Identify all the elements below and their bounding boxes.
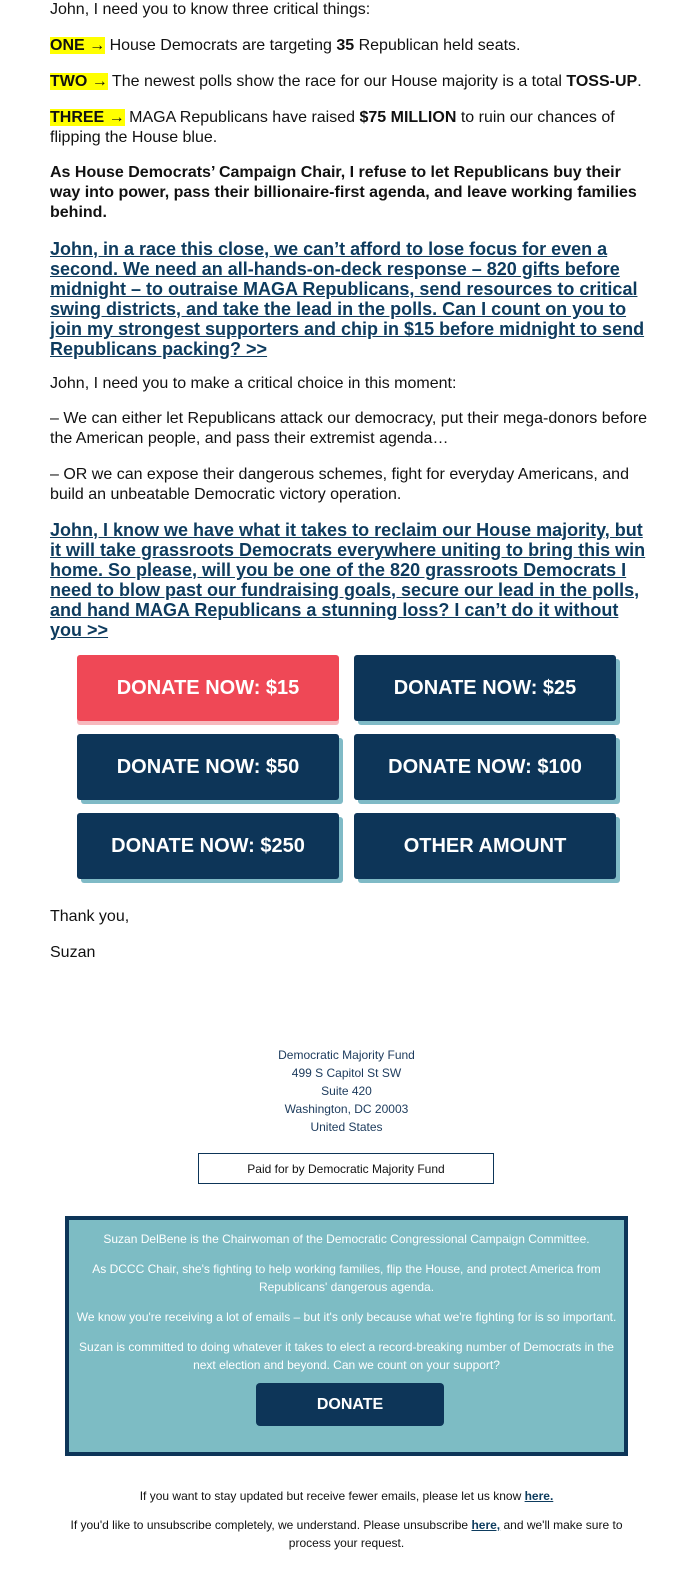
unsubscribe-line <box>0 1516 693 1552</box>
address-city: Washington, DC 20003 <box>284 1102 409 1116</box>
point-two-strong: TOSS-UP <box>566 73 638 90</box>
fewer-emails-line <box>0 1487 693 1505</box>
point-one-text: House Democrats are targeting <box>109 37 337 54</box>
signoff-name: Suzan <box>50 944 96 961</box>
choice-intro: John, I need you to make a critical choice in this moment: <box>50 375 457 392</box>
point-two <box>50 72 650 92</box>
chair-statement: As House Democrats’ Campaign Chair, I refuse to let Republicans buy their way into power, pass their billionaire-first agenda, and leave working families behind. <box>50 164 637 221</box>
signoff-thanks: Thank you, <box>50 908 130 925</box>
point-three <box>50 108 650 148</box>
donate-15-button[interactable]: DONATE NOW: $15 <box>77 655 339 721</box>
about-p2: As DCCC Chair, she's fighting to help working families, flip the House, and protect America from Republicans' dangerous agenda. <box>92 1262 601 1294</box>
donate-250-button[interactable]: DONATE NOW: $250 <box>77 813 339 879</box>
address-org: Democratic Majority Fund <box>278 1048 415 1062</box>
point-three-strong: $75 MILLION <box>359 109 457 126</box>
unsubscribe-link[interactable]: here, <box>471 1518 501 1532</box>
donate-25-button[interactable]: DONATE NOW: $25 <box>354 655 616 721</box>
donate-link-one[interactable]: John, in a race this close, we can’t afford to lose focus for even a second. We need an all-hands-on-deck response – 820 gifts before midnight – to outraise MAGA Republicans, send resources to critical swing districts, and take the lead in the polls. Can I count on you to join my strongest supporters and chip in $15 before midnight to send Republicans packing? >> <box>50 239 645 359</box>
point-three-post: to ruin our chances of flipping the House blue. <box>50 109 615 146</box>
choice-b: – OR we can expose their dangerous schemes, fight for everyday Americans, and build an unbeatable Democratic victory operation. <box>50 466 629 503</box>
about-chair-box <box>65 1216 628 1456</box>
donate-button[interactable]: DONATE <box>256 1383 444 1426</box>
point-one-post: Republican held seats. <box>354 37 521 54</box>
paid-for-disclaimer: Paid for by Democratic Majority Fund <box>198 1153 494 1184</box>
about-p3: We know you're receiving a lot of emails – but it's only because what we're fighting for is so important. <box>76 1310 617 1324</box>
point-two-post: . <box>637 73 642 90</box>
unsubscribe-text: If you'd like to unsubscribe completely, we understand. Please unsubscribe <box>70 1518 472 1532</box>
point-two-label: TWO → <box>50 73 108 90</box>
address-suite: Suite 420 <box>321 1084 372 1098</box>
about-p1: Suzan DelBene is the Chairwoman of the Democratic Congressional Campaign Committee. <box>103 1232 590 1246</box>
point-one-label: ONE → <box>50 37 106 54</box>
point-three-text: MAGA Republicans have raised <box>129 109 360 126</box>
about-p4: Suzan is committed to doing whatever it takes to elect a record-breaking number of Democrats in the next election and beyond. Can we count on your support? <box>79 1340 614 1372</box>
intro-text: John, I need you to know three critical things: <box>50 1 371 18</box>
unsubscribe-text-post: and we'll make sure to process your request. <box>288 1518 623 1550</box>
address-street: 499 S Capitol St SW <box>291 1066 402 1080</box>
address-country: United States <box>310 1120 383 1134</box>
point-one-strong: 35 <box>336 37 355 54</box>
donate-link-two[interactable]: John, I know we have what it takes to reclaim our House majority, but it will take grassroots Democrats everywhere uniting to bring this win home. So please, will you be one of the 820 grassroots Democrats I need to blow past our fundraising goals, secure our lead in the polls, and hand MAGA Republicans a stunning loss? I can’t do it without you >> <box>50 520 646 640</box>
point-one <box>50 36 650 56</box>
point-two-text: The newest polls show the race for our House majority is a total <box>111 73 567 90</box>
donate-50-button[interactable]: DONATE NOW: $50 <box>77 734 339 800</box>
choice-a: – We can either let Republicans attack our democracy, put their mega-donors before the American people, and pass their extremist agenda… <box>50 410 648 447</box>
other-amount-button[interactable]: OTHER AMOUNT <box>354 813 616 879</box>
fewer-emails-link[interactable]: here. <box>524 1489 554 1503</box>
donate-100-button[interactable]: DONATE NOW: $100 <box>354 734 616 800</box>
point-three-label: THREE → <box>50 109 125 126</box>
fewer-emails-text: If you want to stay updated but receive fewer emails, please let us know <box>139 1489 525 1503</box>
